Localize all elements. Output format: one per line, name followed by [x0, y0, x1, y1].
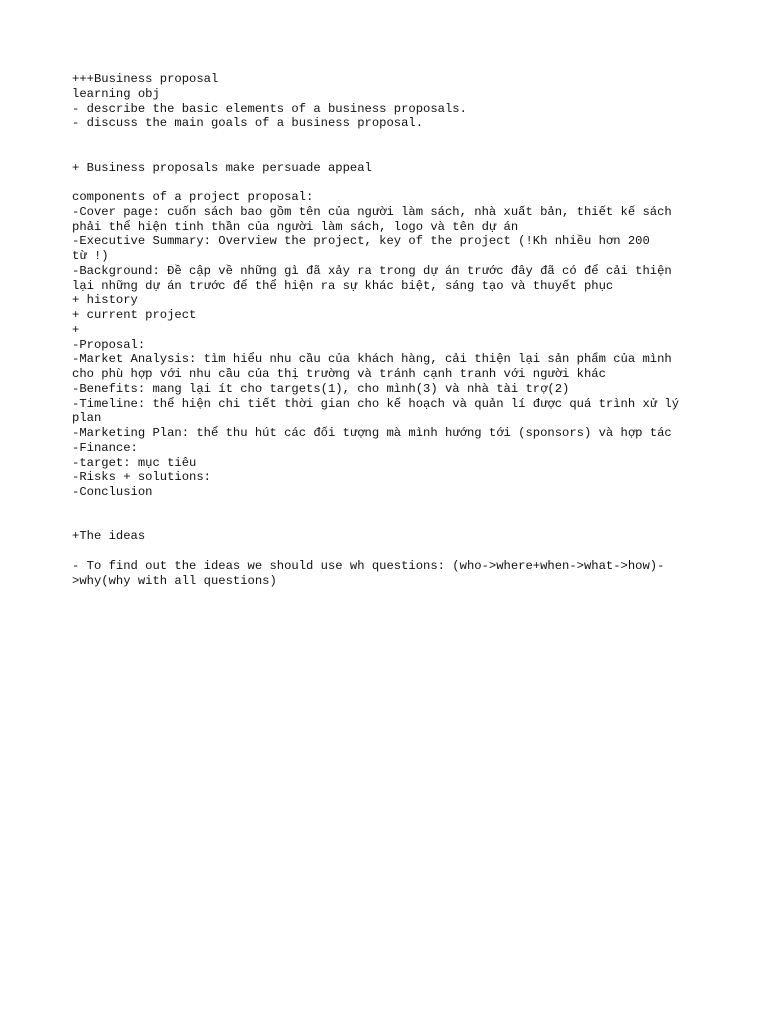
doc-line: - describe the basic elements of a business proposals.	[72, 101, 467, 116]
doc-heading: components of a project proposal:	[72, 190, 314, 204]
doc-line: -Marketing Plan: thể thu hút các đối tượng mà mình hướng tới (sponsors) và hợp tác	[72, 426, 672, 440]
doc-line: + history	[72, 293, 138, 308]
doc-line: cho phù hợp với nhu cầu của thị trường và tránh cạnh tranh với người khác	[72, 367, 606, 381]
blank-line	[72, 544, 712, 559]
doc-line: từ !)	[72, 249, 109, 263]
blank-line	[72, 500, 712, 515]
doc-heading: +The ideas	[72, 529, 146, 544]
doc-line: +	[72, 322, 80, 337]
doc-line: -target: mục tiêu	[72, 455, 197, 470]
doc-line: -Cover page: cuốn sách bao gồm tên của người làm sách, nhà xuất bản, thiết kế sách	[72, 204, 672, 219]
doc-line: -Market Analysis: tìm hiểu nhu cầu của khách hàng, cải thiện lại sản phẩm của mình	[72, 352, 672, 367]
doc-line: phải thể hiện tinh thần của người làm sách, logo và tên dự án	[72, 219, 519, 234]
blank-line	[72, 146, 712, 161]
doc-line: - discuss the main goals of a business proposal.	[72, 116, 424, 131]
doc-line: -Proposal:	[72, 337, 146, 352]
doc-line: -Risks + solutions:	[72, 470, 211, 485]
doc-heading: + Business proposals make persuade appeal	[72, 160, 372, 175]
doc-line: -Finance:	[72, 440, 138, 455]
doc-line: -Background: Đề cập về những gì đã xảy ra trong dự án trước đây đã có để cải thiện	[72, 263, 672, 278]
blank-line	[72, 175, 712, 190]
doc-line: >why(why with all questions)	[72, 573, 277, 588]
doc-line: -Timeline: thể hiện chi tiết thời gian cho kế hoạch và quản lí được quá trình xử lý	[72, 396, 680, 411]
blank-line	[72, 131, 712, 146]
doc-line: - To find out the ideas we should use wh questions: (who->where+when->what->how)-	[72, 558, 665, 573]
blank-line	[72, 515, 712, 530]
doc-title: +++Business proposal	[72, 72, 219, 86]
document-page	[72, 72, 712, 588]
doc-line: -Benefits: mang lại ít cho targets(1), cho mình(3) và nhà tài trợ(2)	[72, 381, 570, 396]
doc-line: -Executive Summary: Overview the project, key of the project (!Kh nhiều hơn 200	[72, 234, 650, 249]
doc-line: plan	[72, 411, 102, 426]
doc-line: + current project	[72, 308, 197, 322]
doc-line: learning obj	[72, 86, 160, 101]
doc-line: -Conclusion	[72, 485, 153, 499]
doc-line: lại những dự án trước để thể hiện ra sự khác biệt, sáng tạo và thuyết phục	[72, 278, 614, 293]
